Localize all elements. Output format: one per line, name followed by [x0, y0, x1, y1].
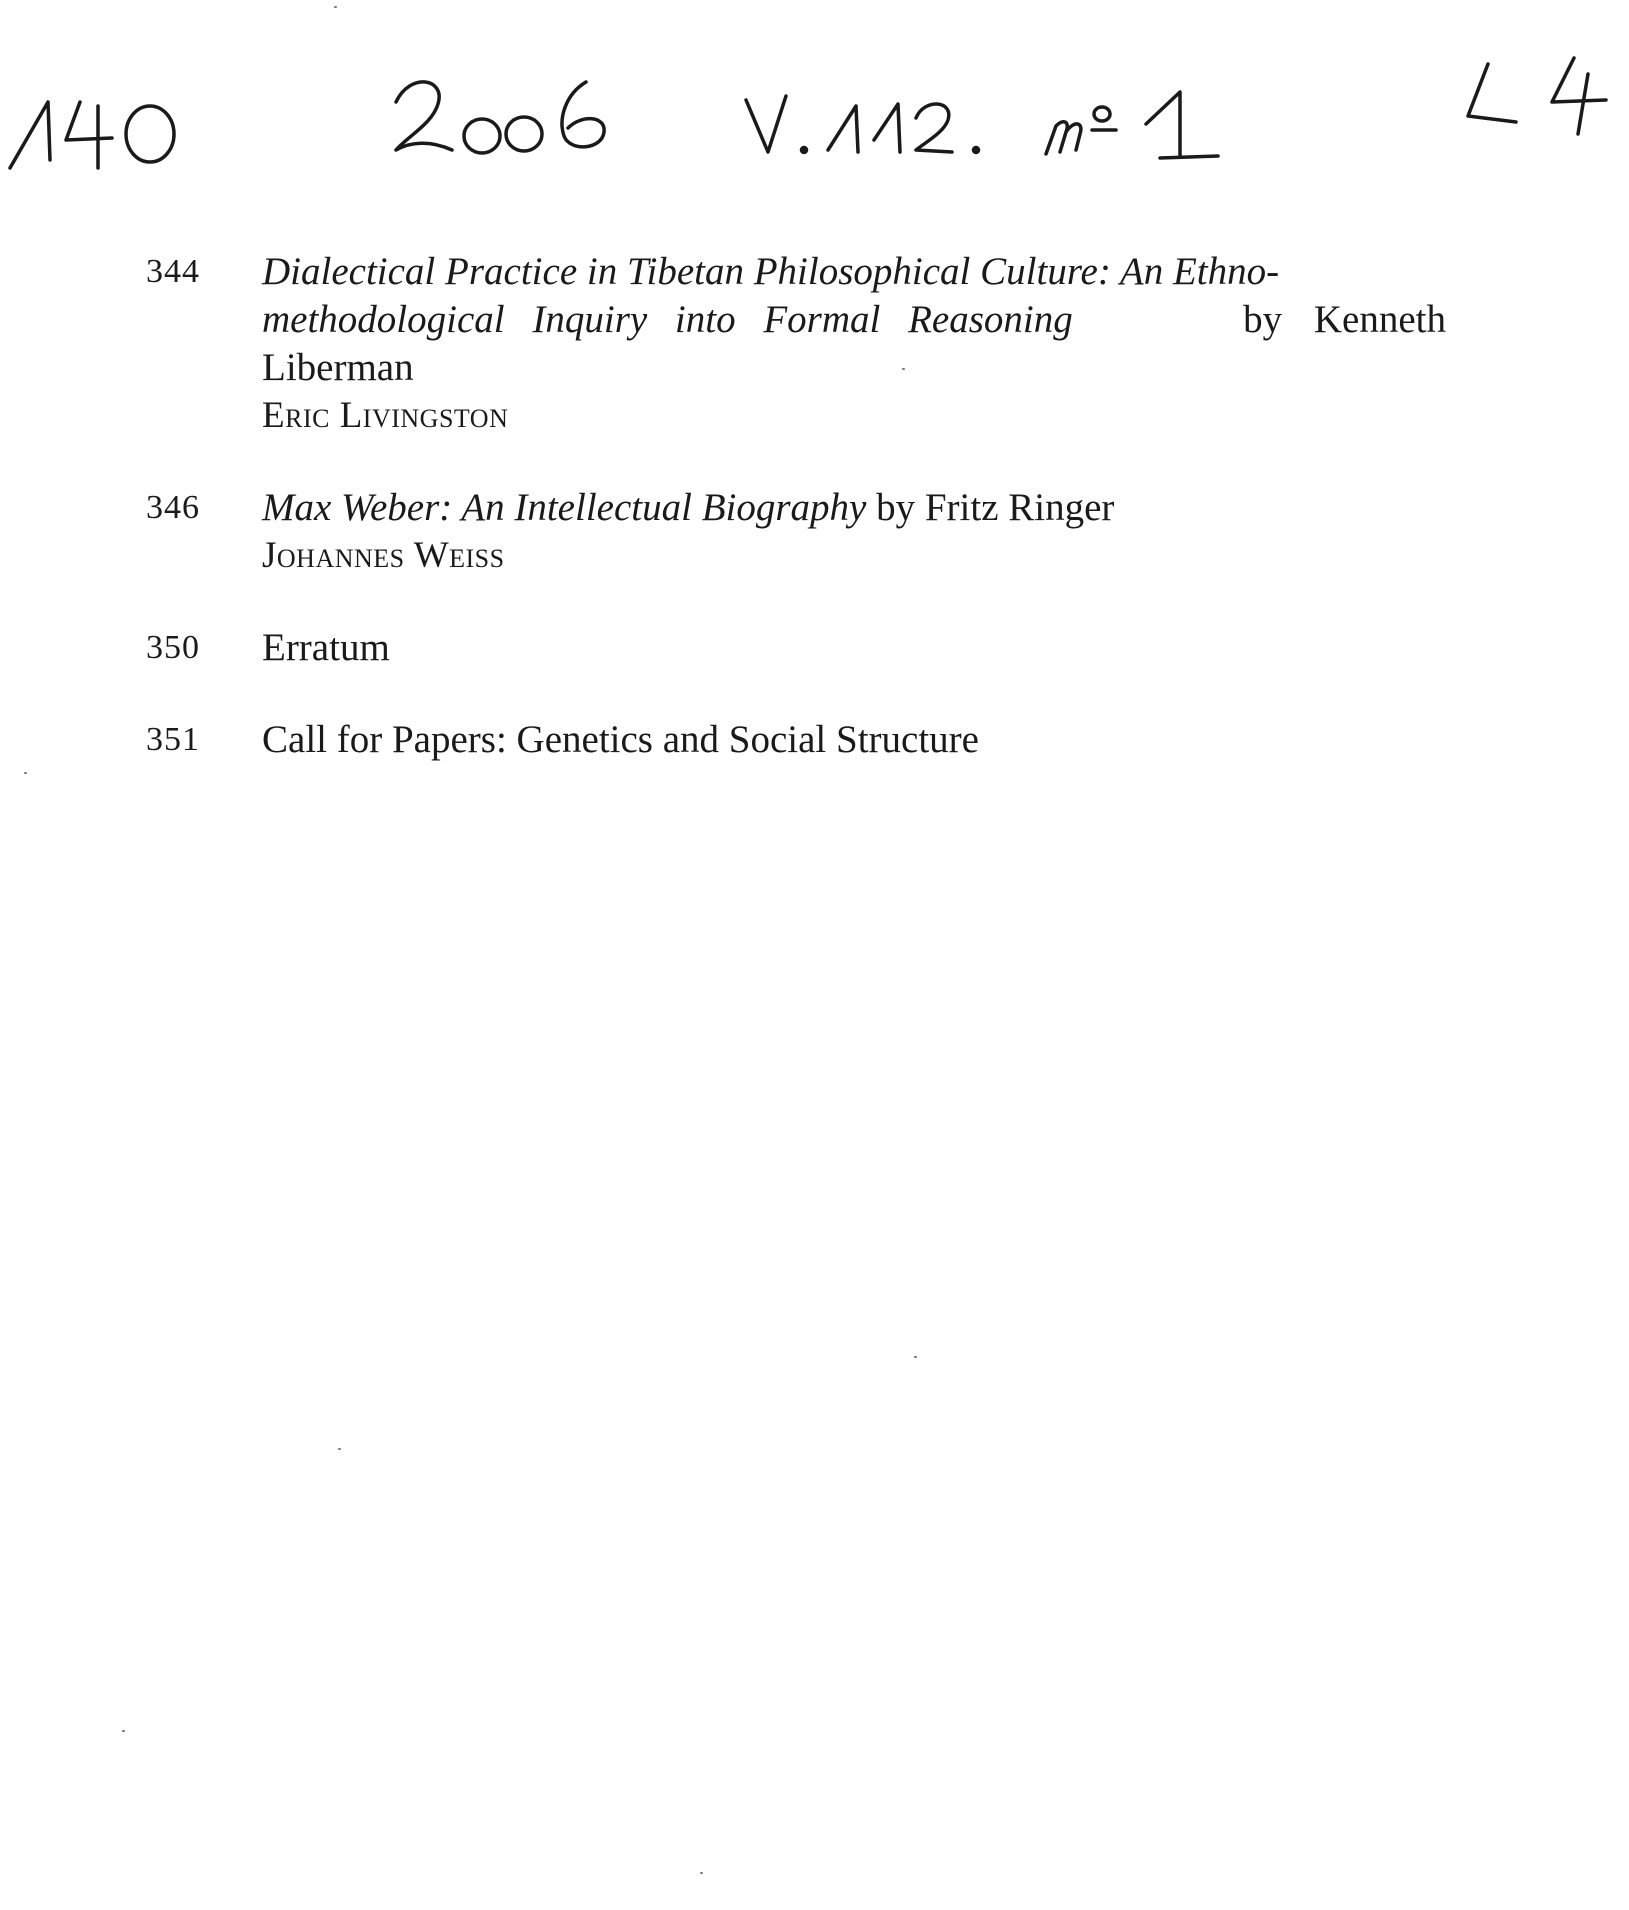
toc-entry	[146, 248, 1446, 440]
table-of-contents	[146, 248, 1446, 808]
entry-body	[262, 248, 1446, 440]
entry-book-author-prefix: by Kenneth	[1243, 298, 1446, 341]
page-number: 351	[146, 721, 200, 758]
entry-body	[262, 484, 1446, 580]
scan-speck	[122, 1730, 125, 1732]
entry-title-continued: methodological Inquiry into Formal Reasoning	[262, 298, 1073, 341]
page-number: 344	[146, 253, 200, 290]
handwritten-year	[390, 70, 640, 170]
entry-title: Call for Papers: Genetics and Social Structure	[262, 718, 979, 761]
handwritten-shelf-mark	[1460, 50, 1620, 150]
entry-title: Dialectical Practice in Tibetan Philosophical Culture: An Ethno-	[262, 250, 1280, 293]
entry-reviewer: Johannes Weiss	[262, 535, 505, 576]
page-number: 346	[146, 489, 200, 526]
entry-reviewer: Eric Livingston	[262, 395, 509, 436]
entry-title-line	[262, 484, 1446, 532]
scan-speck	[902, 368, 905, 370]
handwritten-annotation	[0, 30, 1629, 170]
scan-speck	[338, 1448, 341, 1450]
page-number: 350	[146, 629, 200, 666]
entry-body	[262, 624, 1446, 672]
entry-title-line	[262, 248, 1446, 296]
handwritten-call-number	[0, 60, 200, 180]
handwritten-volume	[740, 68, 1000, 168]
entry-title: Erratum	[262, 626, 390, 669]
toc-entry	[146, 484, 1446, 580]
entry-title-line	[262, 296, 1446, 344]
scan-speck	[914, 1356, 917, 1358]
entry-book-author: Liberman	[262, 346, 414, 389]
toc-entry	[146, 716, 1446, 764]
entry-book-author: by Fritz Ringer	[876, 486, 1115, 529]
handwritten-number	[1040, 70, 1240, 170]
scan-speck	[334, 6, 337, 8]
entry-body	[262, 716, 1446, 764]
toc-entry	[146, 624, 1446, 672]
scan-speck	[700, 1872, 703, 1874]
scan-speck	[24, 772, 27, 774]
entry-title: Max Weber: An Intellectual Biography	[262, 486, 867, 529]
